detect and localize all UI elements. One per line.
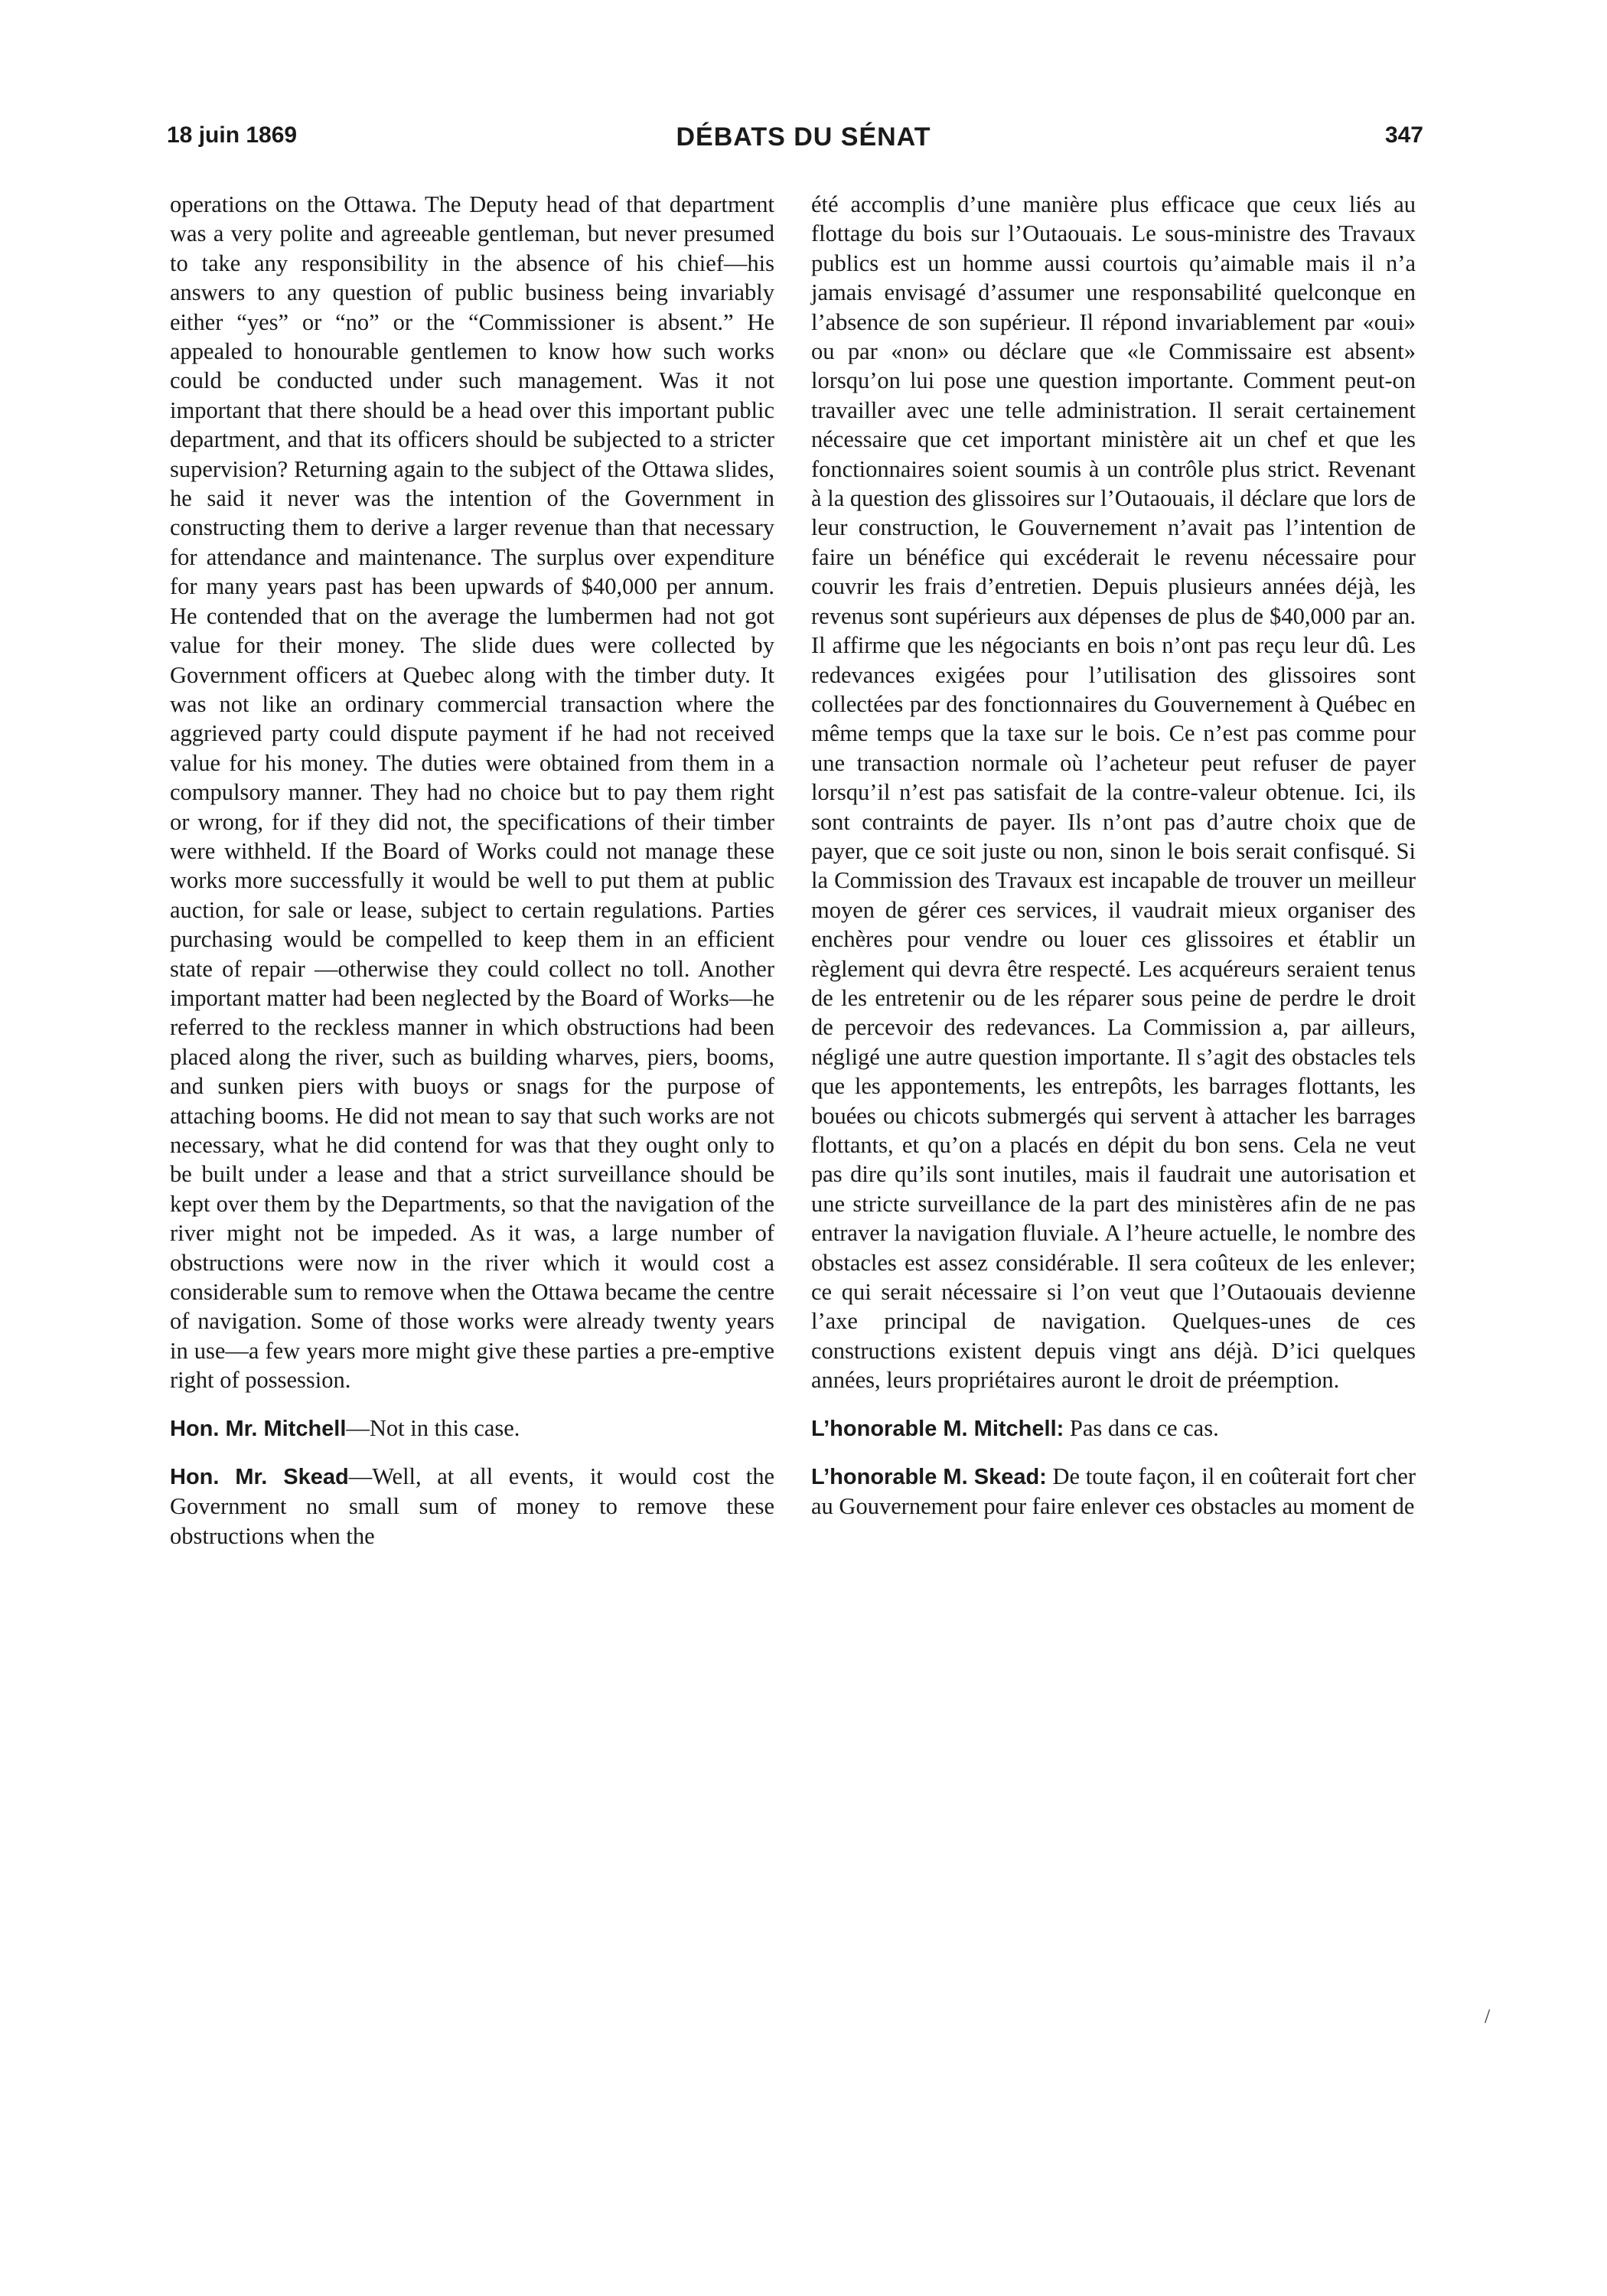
page-header <box>0 122 1607 168</box>
speech-text-mitchell-fr: Pas dans ce cas. <box>1064 1414 1219 1441</box>
header-title: DÉBATS DU SÉNAT <box>676 122 931 152</box>
french-paragraph-skead <box>811 1462 1416 1521</box>
english-paragraph-1: operations on the Ottawa. The Deputy head of that department was a very polite and agreeable gentleman, but never presumed to take any responsibility in the absence of his chief—his answers to any question of public business being invariably either “yes” or “no” or the “Commissioner is absent.” He appealed to honourable gentlemen to know how such works could be conducted under such management. Was it not important that there should be a head over this important public department, and that its officers should be subjected to a stricter supervision? Returning again to the subject of the Ottawa slides, he said it never was the intention of the Government in constructing them to derive a larger revenue than that necessary for attendance and maintenance. The surplus over expenditure for many years past has been upwards of $40,000 per annum. He contended that on the average the lumbermen had not got value for their money. The slide dues were collected by Government officers at Quebec along with the timber duty. It was not like an ordinary commercial transaction where the aggrieved party could dispute payment if he had not received value for his money. The duties were obtained from them in a compulsory manner. They had no choice but to pay them right or wrong, for if they did not, the specifications of their timber were withheld. If the Board of Works could not manage these works more successfully it would be well to put them at public auction, for sale or lease, subject to certain regulations. Parties purchasing would be compelled to keep them in an efficient state of repair —otherwise they could collect no toll. Another important matter had been neglected by the Board of Works—he referred to the reckless manner in which obstructions had been placed along the river, such as building wharves, piers, booms, and sunken piers with buoys or snags for the purpose of attaching booms. He did not mean to say that such works are not necessary, what he did contend for was that they ought only to be built under a lease and that a strict surveillance should be kept over them by the Departments, so that the navigation of the river might not be impeded. As it was, a large number of obstructions were now in the river which it would cost a considerable sum to remove when the Ottawa became the centre of navigation. Some of those works were already twenty years in use—a few years more might give these parties a pre-emptive right of possession. <box>170 191 774 1394</box>
english-column <box>170 190 774 1551</box>
speech-text-skead-fr: De toute façon, il en coûterait fort cher au Gouvernement pour faire enlever ces obstacles au moment de <box>811 1463 1416 1520</box>
speaker-name-skead-fr: L’honorable M. Skead: <box>811 1465 1047 1490</box>
french-paragraph-mitchell <box>811 1414 1416 1443</box>
speech-text-mitchell-en: —Not in this case. <box>346 1414 520 1441</box>
speech-text-skead-en: —Well, at all events, it would cost the Government no small sum of money to remove these obstructions when the <box>170 1463 774 1549</box>
header-date: 18 juin 1869 <box>167 122 298 148</box>
french-column <box>811 190 1416 1521</box>
speaker-name-skead-en: Hon. Mr. Skead <box>170 1465 349 1490</box>
header-page-number: 347 <box>1384 122 1423 148</box>
speaker-name-mitchell-fr: L’honorable M. Mitchell: <box>811 1416 1064 1441</box>
speaker-name-mitchell-en: Hon. Mr. Mitchell <box>170 1416 347 1441</box>
english-paragraph-skead <box>170 1462 774 1551</box>
english-paragraph-mitchell <box>170 1414 774 1443</box>
french-paragraph-1: été accomplis d’une manière plus efficace que ceux liés au flottage du bois sur l’Outaouais. Le sous-ministre des Travaux publics est un homme aussi courtois qu’aimable mais il n’a jamais envisagé d’assumer une responsabilité quelconque en l’absence de son supérieur. Il répond invariablement par «oui» ou par «non» ou déclare que «le Commissaire est absent» lorsqu’on lui pose une question importante. Comment peut-on travailler avec une telle administration. Il serait certainement nécessaire que cet important ministère ait un chef et que les fonctionnaires soient soumis à un contrôle plus strict. Revenant à la question des glissoires sur l’Outaouais, il déclare que lors de leur construction, le Gouvernement n’avait pas l’intention de faire un bénéfice qui excéderait le revenu nécessaire pour couvrir les frais d’entretien. Depuis plusieurs années déjà, les revenus sont supérieurs aux dépenses de plus de $40,000 par an. Il affirme que les négociants en bois n’ont pas reçu leur dû. Les redevances exigées pour l’utilisation des glissoires sont collectées par des fonctionnaires du Gouvernement à Québec en même temps que la taxe sur le bois. Ce n’est pas comme pour une transaction normale où l’acheteur peut refuser de payer lorsqu’il n’est pas satisfait de la contre-valeur obtenue. Ici, ils sont contraints de payer. Ils n’ont pas d’autre choix que de payer, que ce soit juste ou non, sinon le bois serait confisqué. Si la Commission des Travaux est incapable de trouver un meilleur moyen de gérer ces services, il vaudrait mieux organiser des enchères pour vendre ou louer ces glissoires et établir un règlement qui devra être respecté. Les acquéreurs seraient tenus de les entretenir ou de les réparer sous peine de perdre le droit de percevoir des redevances. La Commission a, par ailleurs, négligé une autre question importante. Il s’agit des obstacles tels que les appontements, les entrepôts, les barrages flottants, les bouées ou chicots submergés qui servent à attacher les barrages flottants, et qu’on a placés en dépit du bon sens. Cela ne veut pas dire qu’ils sont inutiles, mais il faudrait une autorisation et une stricte surveillance de la part des ministères afin de ne pas entraver la navigation fluviale. A l’heure actuelle, le nombre des obstacles est assez considérable. Il sera coûteux de les enlever; ce qui serait nécessaire si l’on veut que l’Outaouais devienne l’axe principal de navigation. Quelques-unes de ces constructions existent depuis vingt ans déjà. D’ici quelques années, leurs propriétaires auront le droit de préemption. <box>811 191 1416 1394</box>
margin-mark: / <box>1485 2005 1491 2027</box>
